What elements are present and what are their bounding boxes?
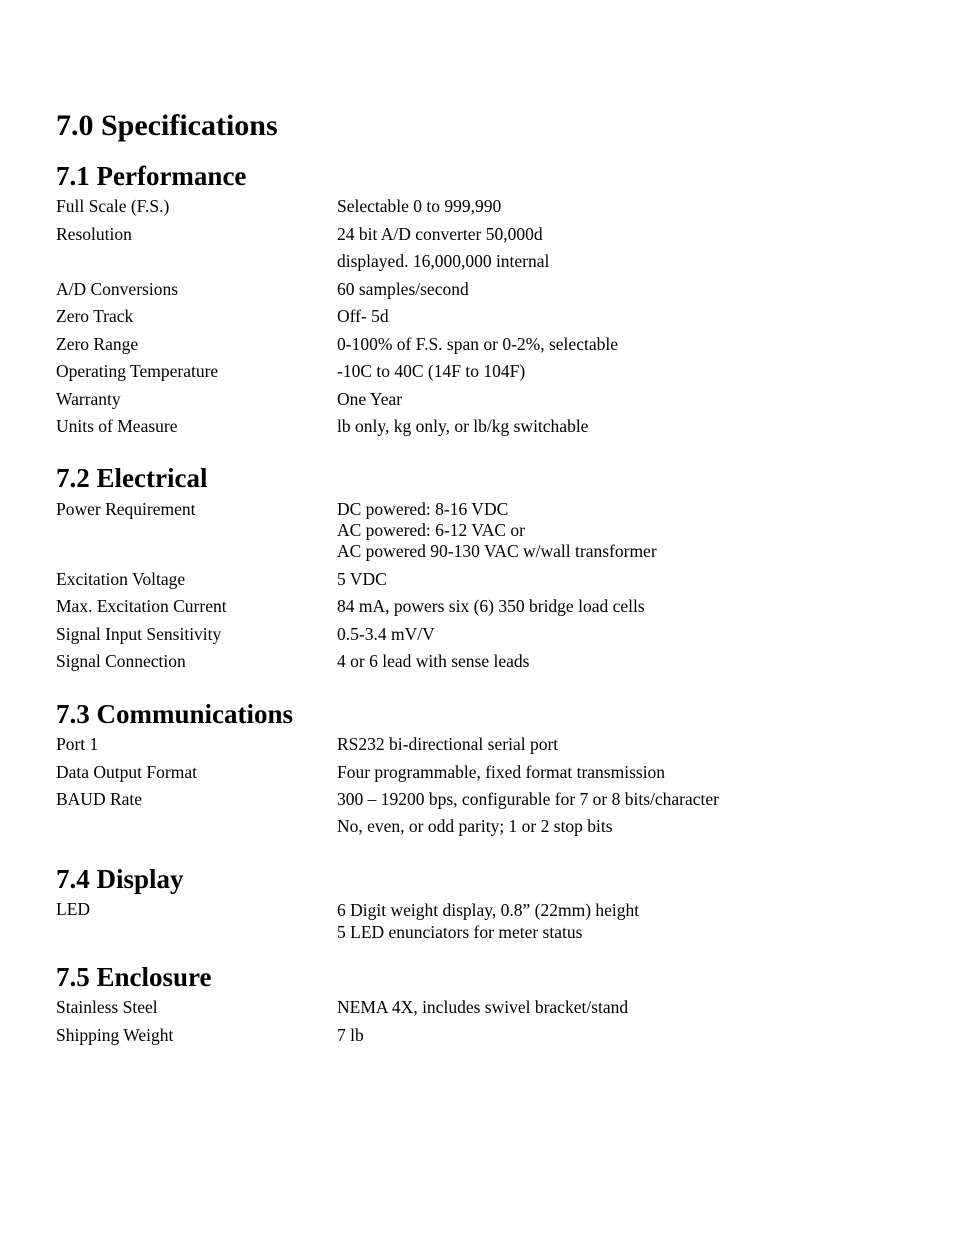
spec-value [337, 416, 588, 437]
spec-value-line: 300 – 19200 bps, configurable for 7 or 8 bits/character [337, 789, 719, 809]
spec-value [337, 569, 387, 590]
spec-value-line: Off- 5d [337, 306, 389, 326]
spec-label: Warranty [56, 389, 121, 409]
spec-value-line: DC powered: 8-16 VDC [337, 499, 509, 519]
spec-label: Power Requirement [56, 499, 196, 519]
spec-value-line: Selectable 0 to 999,990 [337, 196, 502, 216]
spec-value [337, 361, 525, 382]
spec-label: Data Output Format [56, 762, 197, 782]
spec-value [337, 334, 618, 355]
spec-value [337, 499, 657, 562]
spec-value-line: displayed. 16,000,000 internal [337, 251, 550, 271]
spec-value [337, 762, 665, 783]
spec-value-line: AC powered 90-130 VAC w/wall transformer [337, 541, 657, 561]
spec-label: Port 1 [56, 734, 99, 754]
spec-label: A/D Conversions [56, 279, 179, 299]
spec-value-line: 5 VDC [337, 569, 387, 589]
page-title: 7.0 Specifications [56, 109, 278, 142]
spec-label: Units of Measure [56, 416, 178, 436]
spec-value-line: No, even, or odd parity; 1 or 2 stop bits [337, 816, 613, 836]
spec-value-line: 0-100% of F.S. span or 0-2%, selectable [337, 334, 618, 354]
section-title-enclosure: 7.5 Enclosure [56, 962, 212, 992]
spec-label: Signal Input Sensitivity [56, 624, 222, 644]
spec-value [337, 997, 628, 1018]
spec-label: Signal Connection [56, 651, 186, 671]
spec-value [337, 789, 719, 810]
spec-label: Full Scale (F.S.) [56, 196, 170, 216]
spec-label: Zero Range [56, 334, 139, 354]
spec-label: Resolution [56, 224, 132, 244]
section-title-performance: 7.1 Performance [56, 161, 247, 191]
spec-value-line: -10C to 40C (14F to 104F) [337, 361, 526, 381]
spec-label: Stainless Steel [56, 997, 158, 1017]
spec-value-line: lb only, kg only, or lb/kg switchable [337, 416, 589, 436]
spec-value-line: 5 LED enunciators for meter status [337, 922, 583, 942]
spec-value-line: AC powered: 6-12 VAC or [337, 520, 525, 540]
section-title-display: 7.4 Display [56, 864, 184, 894]
spec-value-line: 84 mA, powers six (6) 350 bridge load cells [337, 596, 645, 616]
spec-value [337, 251, 549, 272]
spec-label: Zero Track [56, 306, 134, 326]
spec-value [337, 816, 613, 837]
spec-value-line: 24 bit A/D converter 50,000d [337, 224, 543, 244]
spec-value-line: 7 lb [337, 1025, 364, 1045]
spec-value [337, 196, 501, 217]
spec-value-line: 0.5-3.4 mV/V [337, 624, 435, 644]
spec-value [337, 306, 389, 327]
spec-value-line: RS232 bi-directional serial port [337, 734, 559, 754]
spec-value [337, 389, 402, 410]
spec-value [337, 651, 529, 672]
spec-value [337, 734, 558, 755]
spec-value [337, 624, 435, 645]
spec-value [337, 279, 469, 300]
spec-value-line: NEMA 4X, includes swivel bracket/stand [337, 997, 629, 1017]
spec-label: Excitation Voltage [56, 569, 186, 589]
spec-label: Shipping Weight [56, 1025, 174, 1045]
spec-label: LED [56, 899, 91, 919]
spec-value [337, 1025, 364, 1046]
spec-value-line: 60 samples/second [337, 279, 469, 299]
spec-value-line: 6 Digit weight display, 0.8” (22mm) height [337, 900, 640, 920]
spec-value-line: One Year [337, 389, 403, 409]
spec-value-line: Four programmable, fixed format transmission [337, 762, 666, 782]
section-title-communications: 7.3 Communications [56, 699, 294, 729]
spec-value [337, 596, 645, 617]
spec-value [337, 224, 543, 245]
section-title-electrical: 7.2 Electrical [56, 463, 208, 493]
spec-label: BAUD Rate [56, 789, 143, 809]
spec-label: Operating Temperature [56, 361, 219, 381]
spec-value-line: 4 or 6 lead with sense leads [337, 651, 530, 671]
spec-label: Max. Excitation Current [56, 596, 227, 616]
spec-value [337, 899, 639, 943]
